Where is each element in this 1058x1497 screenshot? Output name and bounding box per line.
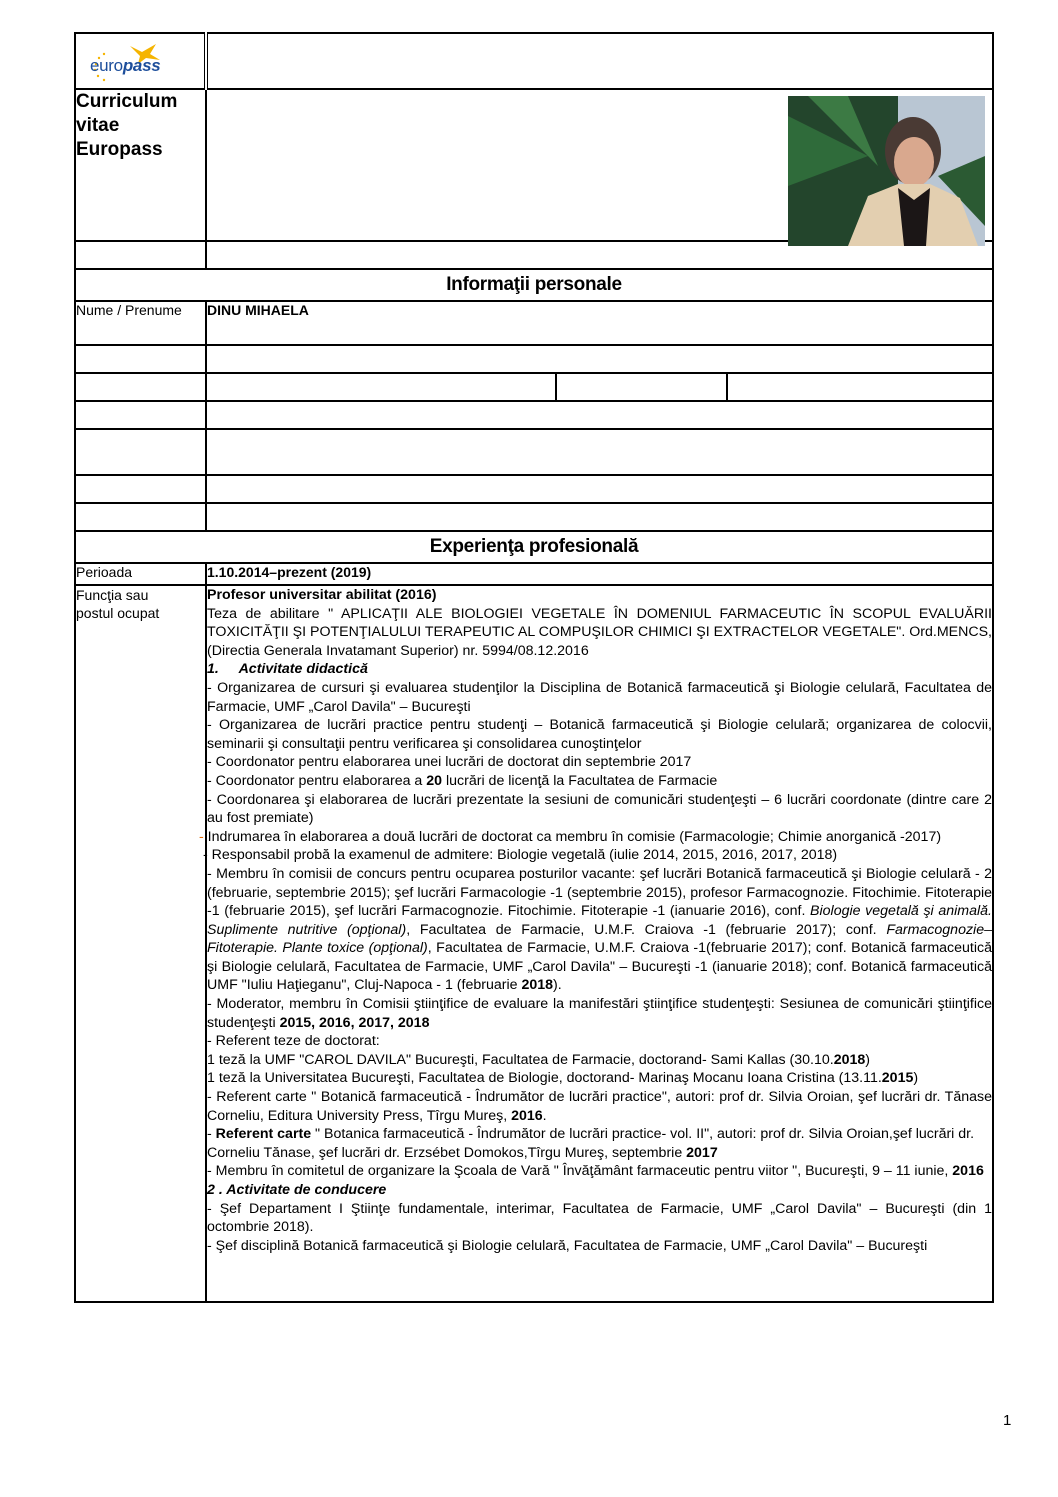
period-value: 1.10.2014–prezent (2019) bbox=[206, 563, 993, 585]
email-label-cell bbox=[75, 429, 206, 475]
list-item: - Organizarea de cursuri şi evaluarea studenţilor la Disciplina de Botanică farmaceutică şi Biologie celulară, Facultatea de Farmacie, UMF „Carol Davila" – Bucureşti bbox=[207, 679, 992, 715]
phone-label-cell bbox=[75, 373, 206, 401]
name-value: DINU MIHAELA bbox=[206, 301, 993, 345]
list-item: - Coordonator pentru elaborarea a 20 lucrări de licenţă la Facultatea de Farmacie bbox=[207, 772, 718, 789]
section-heading-didactic: 1. Activitate didactică bbox=[207, 661, 368, 678]
habilitation-thesis: Teza de abilitare " APLICAŢII ALE BIOLOGIEI VEGETALE ÎN DOMENIUL FARMACEUTIC ÎN SCOPUL EVALUĂRII TOXICITĂŢII ŞI POTENŢIALULUI TERAPEUTIC AL COMPUŞILOR CHIMICI ŞI EXTRACTELOR VEGETALE". Ord.MENCS, (Directia Generala Invatamant Superior) nr. 5994/08.12.2016 bbox=[207, 605, 992, 659]
list-item: - Coordonarea şi elaborarea de lucrări prezentate la sesiuni de comunicări studenţeşti – 6 lucrări coordonate (dintre care 2 au fost premiate) bbox=[207, 791, 992, 827]
address-value-cell bbox=[206, 345, 993, 373]
profile-photo bbox=[788, 96, 985, 246]
cv-table bbox=[74, 32, 994, 1303]
list-item: - Moderator, membru în Comisii ştiinţifice de evaluare la manifestări ştiinţifice studenţeşti: Sesiunea de comunicări ştiinţifice studenţeşti 2015, 2016, 2017, 2018 bbox=[207, 996, 992, 1031]
nationality-value-cell bbox=[206, 475, 993, 503]
list-item: - Responsabil probă la examenul de admitere: Biologie vegetală (iulie 2014, 2015, 2016, 2017, 2018) bbox=[203, 847, 838, 864]
section-heading-management: 2 . Activitate de conducere bbox=[207, 1182, 387, 1198]
birthdate-label-cell bbox=[75, 503, 206, 531]
list-item: - Referent carte " Botanica farmaceutică - Îndrumător de lucrări practice- vol. II", autori: prof dr. Silvia Oroian,şef lucrări dr. Corneliu Tănase, şef lucrări dr. Erzsébet Domokos,Tîrgu Mureş, septembrie 2017 bbox=[207, 1126, 975, 1161]
list-item: - Şef Departament I Ştiinţe fundamentale, interimar, Facultatea de Farmacie, UMF „Carol Davila" – Bucureşti (din 1 octombrie 2018). bbox=[207, 1200, 992, 1236]
list-item: - Membru în comitetul de organizare la Şcoala de Vară " Învăţământ farmaceutic pentru viitor ", Bucureşti, 9 – 11 iunie, 2016 bbox=[207, 1163, 984, 1180]
orange-bullet: - bbox=[199, 828, 204, 845]
list-item: - Organizarea de lucrări practice pentru studenţi – Botanică farmaceutică şi Biologie celulară; organizarea de colocvii, seminarii şi consultaţii pentru verificarea şi consolidarea cunoştinţelor bbox=[207, 717, 992, 752]
name-label: Nume / Prenume bbox=[75, 301, 206, 345]
fax-label-cell bbox=[75, 401, 206, 429]
list-item: 1 teză la UMF "CAROL DAVILA" Bucureşti, Facultatea de Farmacie, doctorand- Sami Kallas (30.10.2018) bbox=[207, 1051, 870, 1068]
position-title: Profesor universitar abilitat (2016) bbox=[207, 587, 437, 603]
europass-logo-text: europass bbox=[90, 56, 161, 75]
section-personal-info-title: Informaţii personale bbox=[75, 269, 993, 301]
email-value-cell bbox=[206, 429, 993, 475]
photo-cell bbox=[206, 89, 993, 241]
list-item: - Coordonator pentru elaborarea unei lucrări de doctorat din septembrie 2017 bbox=[207, 754, 692, 771]
list-item: - Referent carte " Botanică farmaceutică - Îndrumător de lucrări practice", autori: prof dr. Silvia Oroian, şef lucrări dr. Tănase Corneliu, Editura University Press, Tîrgu Mureş, 2016. bbox=[207, 1089, 992, 1124]
list-item: - Indrumarea în elaborarea a două lucrări de doctorat ca membru în comisie (Farmacologie; Chimie anorganică -2017) bbox=[199, 828, 942, 845]
function-value bbox=[199, 585, 993, 1302]
list-item: - Şef disciplină Botanică farmaceutică şi Biologie celulară, Facultatea de Farmacie, UMF „Carol Davila" – Bucureşti bbox=[207, 1237, 928, 1254]
list-item: - Referent teze de doctorat: bbox=[207, 1033, 380, 1050]
period-label: Perioada bbox=[75, 563, 206, 585]
phone-value-cell bbox=[206, 373, 556, 401]
cv-title: Curriculum vitae Europass bbox=[75, 89, 206, 241]
section-experience-title: Experienţa profesională bbox=[75, 531, 993, 563]
list-item: - Membru în comisii de concurs pentru ocuparea posturilor vacante: şef lucrări Botanică farmaceutică şi Biologie celulară - 2 (februarie, septembrie 2015); şef lucrări Farmacologie -1 (septembrie 2015), profesor Farmacognozie. Fitochimie. Fitoterapie -1 (februarie 2015), şef lucrări Farmacognozie. Fitochimie. Fitoterapie -1 (ianuarie 2016), conf. Biologie vegetală şi animală. Suplimente nutritive (opţional), Facultatea de Farmacie, U.M.F. Craiova -1 (februarie 2017); conf. Farmacognozie–Fitoterapie. Plante toxice (opţional), Facultatea de Farmacie, U.M.F. Craiova -1(februarie 2017); conf. Botanică farmaceutică şi Biologie celulară, Facultatea de Farmacie, UMF „Carol Davila" – Bucureşti -1 (ianuarie 2018); conf. Botanică farmaceutică UMF "Iuliu Haţieganu", Cluj-Napoca - 1 (februarie 2018). bbox=[207, 865, 993, 994]
address-label-cell bbox=[75, 345, 206, 373]
function-label: Funcţia sau postul ocupat bbox=[75, 585, 206, 1302]
mobile-value-cell bbox=[727, 373, 993, 401]
europass-logo-cell bbox=[75, 33, 206, 89]
nationality-label-cell bbox=[75, 475, 206, 503]
header-top-right-cell bbox=[206, 33, 993, 89]
fax-value-cell bbox=[206, 401, 993, 429]
list-item: 1 teză la Universitatea Bucureşti, Facultatea de Biologie, doctorand- Marinaş Mocanu Ioana Cristina (13.11.2015) bbox=[207, 1070, 919, 1087]
mobile-label-cell bbox=[556, 373, 727, 401]
page-number: 1 bbox=[1003, 1412, 1012, 1429]
empty-label-cell bbox=[75, 241, 206, 269]
birthdate-value-cell bbox=[206, 503, 993, 531]
